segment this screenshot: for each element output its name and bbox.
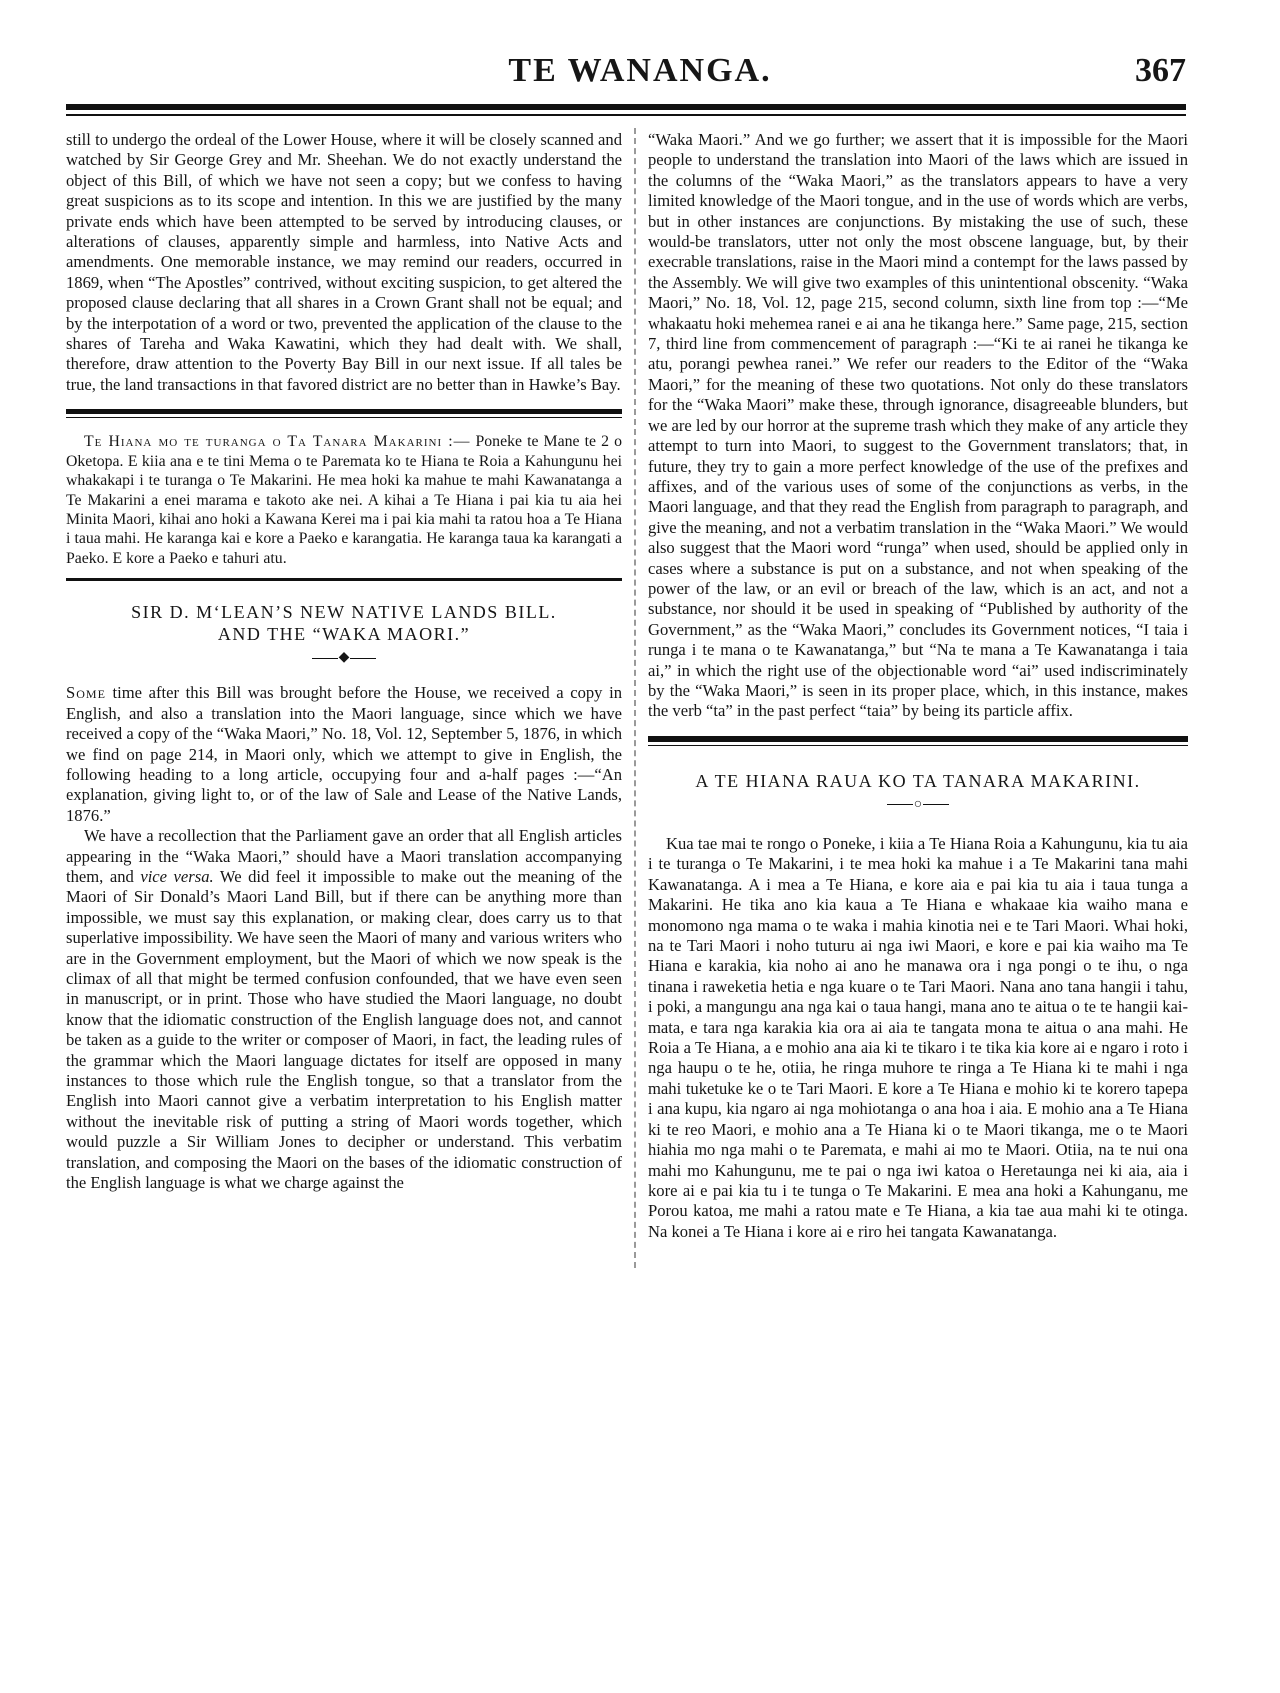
column-divider <box>634 128 636 1268</box>
section-rule <box>66 578 622 581</box>
article-heading-line2: AND THE “WAKA MAORI.” <box>217 624 471 645</box>
article-paragraph-1: Some time after this Bill was brought before the House, we received a copy in English, and also a translation into the Maori language, since which we have received a copy of the “Waka Maori,” No. 18, Vol. 12, September 5, 1876, in which we find on page 214, in Maori only, which we attempt to give in English, the following heading to a long article, occupying four and a-half pages :—“An explanation, giving light to, or of the law of Sale and Lease of the Native Lands, 1876.” <box>66 683 622 825</box>
article2-body: Kua tae mai te rongo o Poneke, i kiia a Te Hiana Roia a Kahungunu, kia tu aia i te turanga o Te Makarini, i te mea hoki ka mahue i a Te Makarini tana mahi Kawanatanga. A i mea a Te Hiana, e kore aia e pai kia tu aia i taua tunga a Makarini. He tika ano kia kaua a Te Hiana e whakaae kia waiho mana e monomono nga mama o te waka i mahia kinotia nei e te Tari Maori. Whai hoki, na te Tari Maori i noho tuturu ai nga iwi Maori, e kore e pai kia waiho ma Te Hiana e karakia, kia noho ai ano he manawa ora i nga pongi o te ihu, o nga tinana i raweketia hetia e nga kuare o te Tari Maori. Nana ano tana hangii i tahu, i poki, a mangungu ana nga kai o taua hangi, mana ano te aitua o te te hangii kai-mata, e tara nga karakia kia ora ai aia te tangata mona te aitua o ana mahi. He Roia a Te Hiana, a e mohio ana aia ki te tikaro i te tika kia kore ai e ngaro i roto i nga haupu o te he, otiia, he ringa muhore te ringa a Te Hiana ki te mahi i nga mahi tuketuke ke o te Tari Maori. E kore a Te Hiana e mohio ki te korero tapepa i ana kupu, kia ngaro ai nga mohiotanga o ana hoa i aia. E mohio ana a Te Hiana ki te reo Maori, e mohio ana a Te Hiana ki o te Maori tikanga, me o te Maori hiahia mo nga mahi o te Paremata, e mahi ai mo te Maori. Otiia, na te nui ona mahi mo Kahungunu, me te pai o nga iwi katoa o Heretaunga nei ki aia, aia i kore ai e pai kia tu i te tunga o Te Makarini. E mea ana hoki a Kahunganu, me Porou katoa, me mahi a ratou mate e Te Hiana, a kia tae aua mahi ki te otinga. Na konei a Te Hiana i kore ai e riro hei tangata Kawanatanga. <box>648 834 1188 1241</box>
ornament-divider: ◆ <box>66 651 622 665</box>
right-column <box>648 130 1188 1242</box>
article-heading-line1: SIR D. M‘LEAN’S NEW NATIVE LANDS BILL. <box>131 602 557 623</box>
left-column <box>66 130 622 1194</box>
italic-phrase: vice versa. <box>140 867 214 886</box>
ornament-divider: ○ <box>648 798 1188 812</box>
masthead-rule-thin <box>66 114 1186 116</box>
continued-paragraph: still to undergo the ordeal of the Lower House, where it will be closely scanned and watched by Sir George Grey and Mr. Sheehan. We do not exactly understand the object of this Bill, of which we have not seen a copy; but we confess to having great suspicions as to its scope and intention. In this we are justified by the many private ends which have been attempted to be served by introducing clauses, or alterations of clauses, apparently simple and harmless, into Native Acts and amendments. One memorable instance, we may remind our readers, occurred in 1869, when “The Apostles” contrived, without exciting suspicion, to get altered the proposed clause declaring that all shares in a Crown Grant shall not be equal; and by the interpotation of a word or two, prevented the application of the clause to the shares of Tareha and Waka Kawatini, which they had dealt with. We shall, therefore, draw attention to the Poverty Bay Bill in our next issue. If all tales be true, the land transactions in that favored district are no better than in Hawke’s Bay. <box>66 130 622 394</box>
masthead-title: TE WANANGA. <box>508 52 772 89</box>
section-rule <box>66 409 622 414</box>
section-rule-thin <box>66 417 622 418</box>
article-continued: “Waka Maori.” And we go further; we assert that it is impossible for the Maori people to understand the translation into Maori of the laws which are issued in the columns of the “Waka Maori,” as the translators appears to have a very limited knowledge of the Maori tongue, and in the use of words which are verbs, but in other instances are conjunctions. By mistaking the use of such, these would-be translators, utter not only the most obscene language, but, by their execrable translations, raise in the Maori mind a contempt for the laws passed by the Assembly. We will give two examples of this unintentional obscenity. “Waka Maori,” No. 18, Vol. 12, page 215, second column, sixth line from top :—“Me whakaatu hoki mehemea ranei e ai ana he tikanga here.” Same page, 215, section 7, third line from commencement of paragraph :—“Ki te ai ranei he tikanga ke atu, porangi pewhea ranei.” We refer our readers to the Editor of the “Waka Maori,” for the meaning of these two quotations. Not only do these translators for the “Waka Maori” make these, through ignorance, disagreeable blunders, but we are led by our horror at the supreme trash which they make of any article they attempt to turn into Maori, to suggest to the Government translators; that, in future, they try to gain a more perfect knowledge of the use of the prefixes and affixes, and of the various uses of some of the conjunctions as verbs, in the Maori language, and that they read the English from paragraph to paragraph, and give the meaning, and not a verbatim translation in the “Waka Maori.” We would also suggest that the Maori word “runga” when used, should be applied only in cases where a substance is put on a substance, and not when speaking of the power of the law, or an evil or breach of the law, which is an act, and not a substance, nor should it be used in speaking of “Published by authority of the Government,” as the “Waka Maori,” concludes its Government notices, “I taia i runga i te mana o te Kawanatanga,” but “Na te mana a Te Kawanatanga i taia ai,” in which the right use of the objectionable word “ai” used indiscriminately by the “Waka Maori,” is seen in its proper place, which, in this instance, makes the verb “ta” in the past perfect “taia” by being its particle affix. <box>648 130 1189 721</box>
article2-heading: A TE HIANA RAUA KO TA TANARA MAKARINI. <box>695 770 1141 791</box>
dropword: Some <box>66 683 106 703</box>
article-heading <box>66 601 622 645</box>
article-paragraph-2: We have a recollection that the Parliament gave an order that all English articles appearing in the “Waka Maori,” should have a Maori translation accompanying them, and vice versa. We did feel it impossible to make out the meaning of the Maori of Sir Donald’s Maori Land Bill, but if there can be anything more than impossible, we must say this explanation, or making clear, does carry us to that superlative impossibility. We have seen the Maori of many and various writers who are in the Government employment, but the Maori of which we now speak is the climax of all that might be termed confusion confounded, that we have even seen in manuscript, or in print. Those who have studied the Maori language, no doubt know that the idiomatic construction of the English language does not, and cannot be taken as a guide to the writer or composer of Maori, in fact, the leading rules of the grammar which the Maori language dictates for itself are opposed in many instances to those which rule the English tongue, so that a translator from the English into Maori cannot give a verbatim interpretation to his English matter without the inevitable risk of putting a string of Maori words together, which would puzzle a Sir William Jones to decipher or understand. This verbatim translation, and composing the Maori on the bases of the idiomatic construction of the English language is what we charge against the <box>66 826 622 1193</box>
section-rule <box>648 736 1188 742</box>
masthead-rule-thick <box>66 104 1186 110</box>
section-rule-thin <box>648 745 1188 746</box>
notice-block <box>66 432 622 568</box>
notice-lead: Te Hiana mo te turanga o Ta Tanara Makarini :— <box>84 433 471 451</box>
notice-body: Poneke te Mane te 2 o Oketopa. E kiia ana e te tini Mema o te Paremata ko te Hiana te Roia a Kahungunu hei whakakapi i te turanga o Te Makarini. He mea hoki ka mahue te mahi Kawanatanga a Te Makarini a enei marama e takoto ake nei. A kihai a Te Hiana i pai kia tu aia hei Minita Maori, kihai ano hoki a Kawana Kerei ma i pai kia mahi ta ratou hoa a Te Hiana i taua mahi. He karanga kai e kore a Paeko e karangatia. He karanga taua ka karangati a Paeko. E kore a Paeko e tahuri atu. <box>66 433 622 567</box>
page-number: 367 <box>1135 52 1186 89</box>
